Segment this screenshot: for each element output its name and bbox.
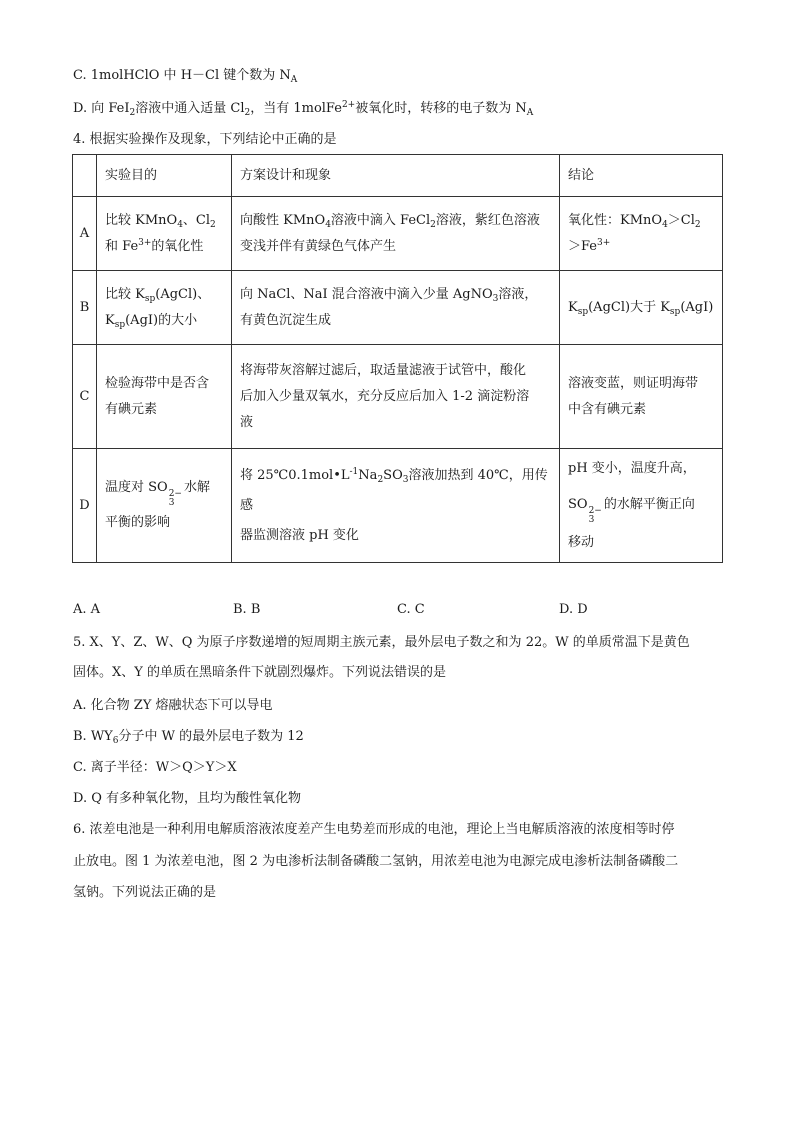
row-conclusion: 溶液变蓝，则证明海带 中含有碘元素 (560, 345, 723, 449)
q4-option-c[interactable]: C. C (397, 602, 425, 617)
q4-option-d[interactable]: D. D (559, 602, 588, 617)
table-header-row (73, 155, 723, 197)
table-row-d (73, 449, 723, 563)
q5-option-c[interactable]: C. 离子半径：W＞Q＞Y＞X (73, 760, 237, 775)
q6-stem-line3: 氢钠。下列说法正确的是 (73, 885, 217, 900)
q6-stem-line2: 止放电。图 1 为浓差电池，图 2 为电渗析法制备磷酸二氢钠，用浓差电池为电源完成电渗析法制备磷酸二 (73, 854, 679, 869)
sulfite-ion-charge: 2− 3 (168, 489, 182, 508)
header-conclusion: 结论 (560, 155, 723, 197)
q4-table (72, 154, 723, 563)
row-conclusion: pH 变小，温度升高， SO 2− 3 的水解平衡正向 移动 (560, 449, 723, 563)
table-row-a (73, 197, 723, 271)
q3-option-c: C. 1molHClO 中 H－Cl 键个数为 $N_A$ (73, 68, 298, 85)
q5-option-b[interactable]: B. $WY_6$分子中 W 的最外层电子数为 12 (73, 729, 304, 746)
q4-option-a[interactable]: A. A (73, 602, 101, 617)
row-purpose: 比较 $K_{sp}(AgCl)$、 $K_{sp}(AgI)$的大小 (97, 271, 232, 345)
row-purpose: 比较 KMnO$_4$、$Cl_2$ 和 $Fe^{3+}$的氧化性 (97, 197, 232, 271)
q5-stem-line1: 5. X、Y、Z、W、Q 为原子序数递增的短周期主族元素，最外层电子数之和为 22。W 的单质常温下是黄色 (73, 635, 690, 650)
q5-stem-line2: 固体。X、Y 的单质在黑暗条件下就剧烈爆炸。下列说法错误的是 (73, 665, 446, 680)
row-design: 向酸性 KMnO$_4$溶液中滴入 FeCl$_2$溶液，紫红色溶液 变浅并伴有黄绿色气体产生 (232, 197, 560, 271)
row-conclusion: $K_{sp}(AgCl)$大于 $K_{sp}(AgI)$ (560, 271, 723, 345)
row-conclusion: 氧化性：$KMnO_4>Cl_2$ $>Fe^{3+}$ (560, 197, 723, 271)
header-purpose: 实验目的 (97, 155, 232, 197)
header-empty-cell (73, 155, 97, 197)
row-purpose: 温度对 SO 2− 3 水解 平衡的影响 (97, 449, 232, 563)
table-row-c (73, 345, 723, 449)
row-letter: C (73, 345, 97, 449)
row-letter: D (73, 449, 97, 563)
table-row-b (73, 271, 723, 345)
sulfite-ion-charge: 2− 3 (588, 505, 602, 525)
q3-option-d: D. 向 FeI$_2$溶液中通入适量 $Cl_2$，当有 1molFe$^{2+}$被氧化时，转移的电子数为 $N_A$ (73, 100, 534, 118)
row-design: 将海带灰溶解过滤后，取适量滤液于试管中，酸化 后加入少量双氧水，充分反应后加入 1-2 滴淀粉溶 液 (232, 345, 560, 449)
q4-options (73, 602, 723, 620)
row-letter: B (73, 271, 97, 345)
q4-stem: 4. 根据实验操作及现象，下列结论中正确的是 (73, 132, 337, 147)
row-purpose: 检验海带中是否含 有碘元素 (97, 345, 232, 449)
q5-option-d[interactable]: D. Q 有多种氧化物，且均为酸性氧化物 (73, 791, 302, 806)
q6-stem-line1: 6. 浓差电池是一种利用电解质溶液浓度差产生电势差而形成的电池，理论上当电解质溶液的浓度相等时停 (73, 822, 675, 837)
row-letter: A (73, 197, 97, 271)
row-design: 将 $25℃0.1mol•L^{-1}Na_2SO_3$溶液加热到 40℃，用传感 器监测溶液 pH 变化 (232, 449, 560, 563)
q4-option-b[interactable]: B. B (233, 602, 261, 617)
row-design: 向 NaCl、NaI 混合溶液中滴入少量 AgNO$_3$溶液， 有黄色沉淀生成 (232, 271, 560, 345)
q5-option-a[interactable]: A. 化合物 ZY 熔融状态下可以导电 (73, 698, 273, 713)
header-design: 方案设计和现象 (232, 155, 560, 197)
